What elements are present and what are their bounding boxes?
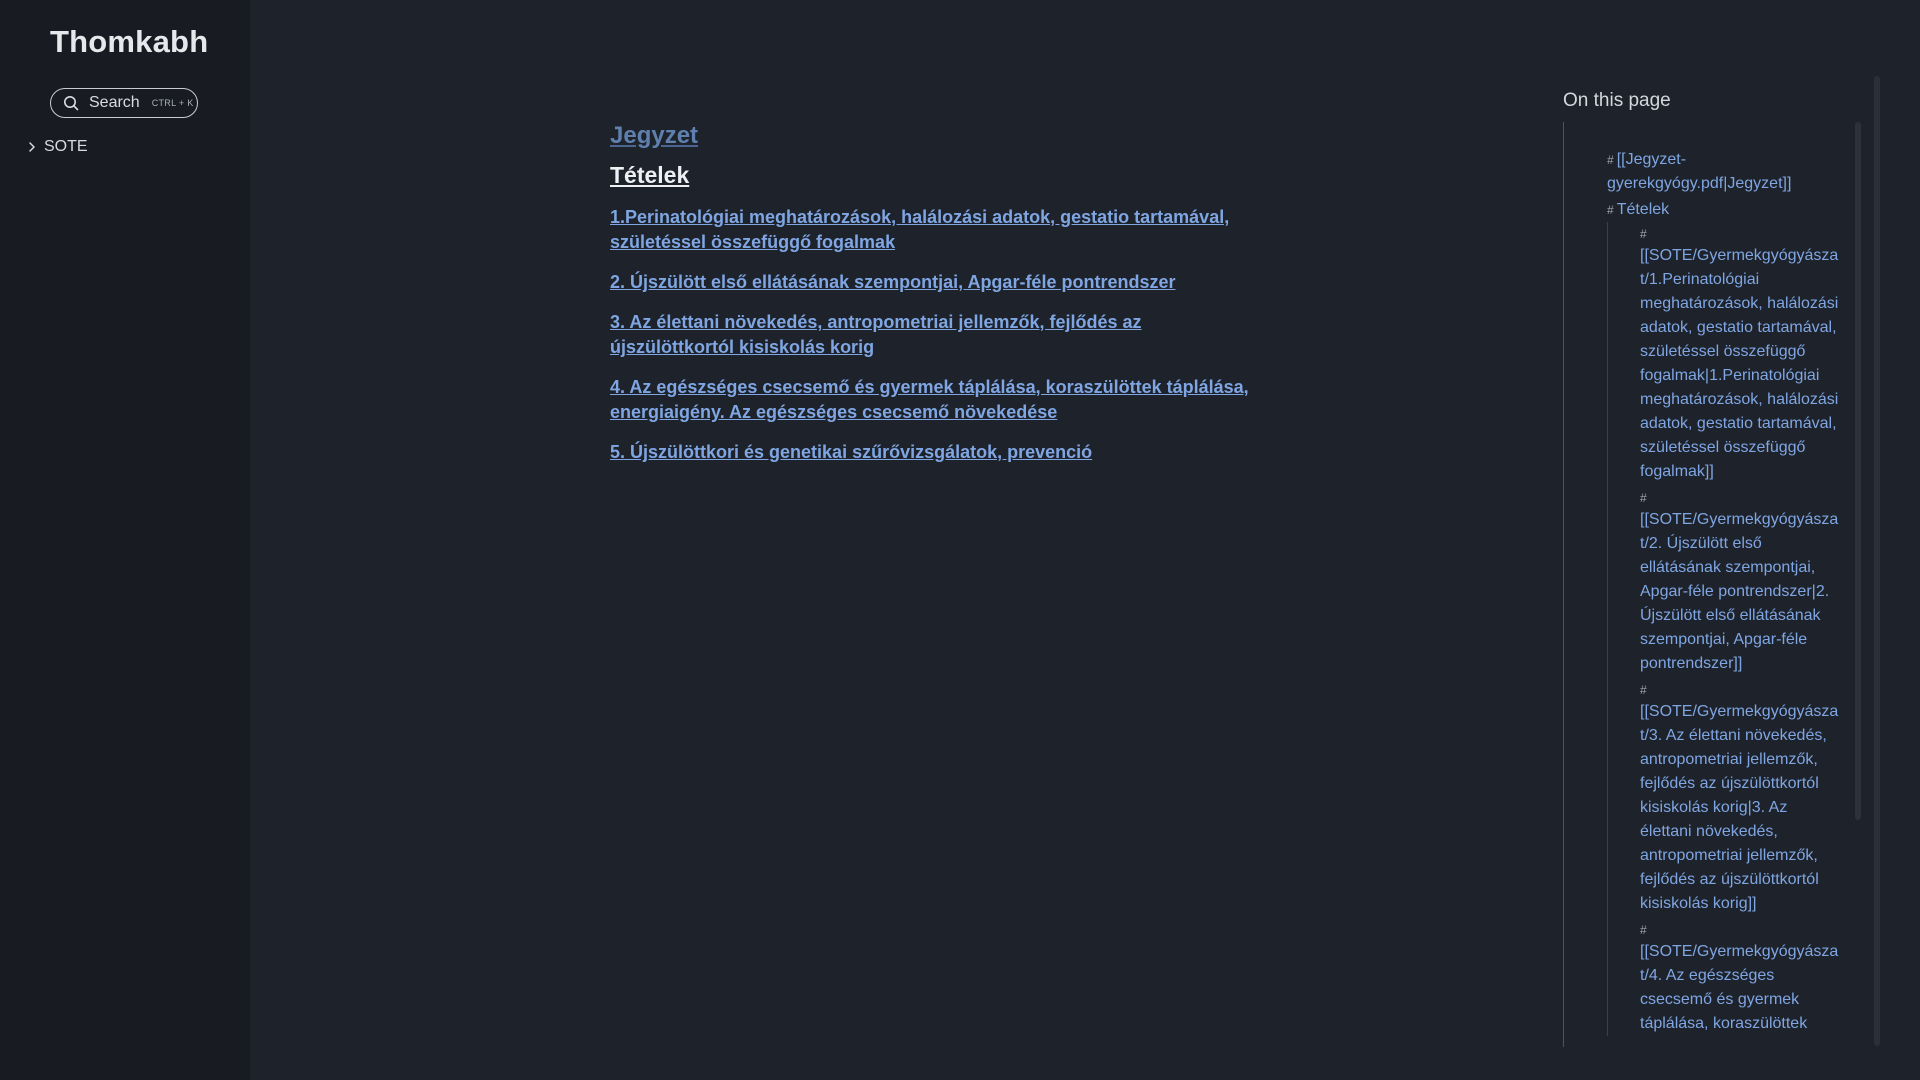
- list-item: [610, 310, 1270, 360]
- search-shortcut: CTRL + K: [151, 98, 194, 108]
- toc-sub-item[interactable]: [1608, 224, 1840, 484]
- sidebar-folder-sote[interactable]: [26, 138, 88, 156]
- site-title[interactable]: Thomkabh: [50, 24, 209, 59]
- note-link[interactable]: 2. Újszülött első ellátásának szempontjai, Apgar-féle pontrendszer: [610, 272, 1176, 292]
- toc-subsection: [1607, 222, 1873, 1036]
- search-label: Search: [89, 94, 140, 111]
- note-list: [610, 205, 1270, 465]
- toc-sub-item-label: [[SOTE/Gyermekgyógyászat/4. Az egészséges csecsemő és gyermek táplálása, koraszülöttek: [1640, 943, 1839, 1032]
- toc-item[interactable]: [1607, 148, 1837, 196]
- toc-item[interactable]: [1607, 198, 1832, 222]
- list-item: [610, 440, 1270, 465]
- toc-sub-item-label: [[SOTE/Gyermekgyógyászat/1.Perinatológiai meghatározások, halálozási adatok, gestatio tartamával, születéssel összefüggő fogalmak|1.Perinatológiai meghatározások, halálozási adatok, gestatio tartamával, születéssel összefüggő fogalmak]]: [1640, 247, 1839, 480]
- page-scrollbar[interactable]: [1874, 76, 1880, 1046]
- toc-item-label: [[Jegyzet-gyerekgyógy.pdf|Jegyzet]]: [1607, 151, 1792, 192]
- note-link[interactable]: 5. Újszülöttkori és genetikai szűrővizsgálatok, prevenció: [610, 442, 1093, 462]
- hash-marker: #: [1640, 227, 1647, 241]
- hash-marker: #: [1607, 203, 1614, 217]
- toc-item-label: Tételek: [1616, 201, 1670, 218]
- sidebar: [0, 0, 250, 1080]
- note-link[interactable]: 1.Perinatológiai meghatározások, halálozási adatok, gestatio tartamával, születéssel összefüggő fogalmak: [610, 207, 1230, 252]
- toc-sub-item-label: [[SOTE/Gyermekgyógyászat/2. Újszülött első ellátásának szempontjai, Apgar-féle pontrendszer|2. Újszülött első ellátásának szempontjai, Apgar-féle pontrendszer]]: [1640, 511, 1839, 672]
- page-title[interactable]: Jegyzet: [610, 122, 699, 149]
- section-heading[interactable]: Tételek: [610, 162, 690, 188]
- search-button[interactable]: [50, 88, 198, 118]
- toc-sub-item[interactable]: [1608, 488, 1840, 676]
- chevron-right-icon: [26, 141, 38, 153]
- list-item: [610, 205, 1270, 255]
- toc-header: On this page: [1563, 90, 1671, 111]
- hash-marker: #: [1640, 923, 1647, 937]
- toc-sub-item[interactable]: [1608, 680, 1840, 916]
- toc-scrollbar[interactable]: [1855, 122, 1861, 820]
- list-item: [610, 375, 1270, 425]
- table-of-contents: [1563, 90, 1873, 1047]
- list-item: [610, 270, 1270, 295]
- search-icon: [63, 95, 79, 111]
- note-link[interactable]: 3. Az élettani növekedés, antropometriai jellemzők, fejlődés az újszülöttkortól kisiskolás korig: [610, 312, 1142, 357]
- toc-sub-item-label: [[SOTE/Gyermekgyógyászat/3. Az élettani növekedés, antropometriai jellemzők, fejlődés az újszülöttkortól kisiskolás korig|3. Az élettani növekedés, antropometriai jellemzők, fejlődés az újszülöttkortól kisiskolás korig]]: [1640, 703, 1839, 912]
- toc-body: [1563, 122, 1873, 1047]
- main-content: [610, 118, 1270, 480]
- note-link[interactable]: 4. Az egészséges csecsemő és gyermek táplálása, koraszülöttek táplálása, energiaigény. Az egészséges csecsemő növekedése: [610, 377, 1249, 422]
- hash-marker: #: [1640, 683, 1647, 697]
- toc-sub-item[interactable]: [1608, 920, 1840, 1036]
- sidebar-folder-label: SOTE: [44, 138, 88, 155]
- hash-marker: #: [1640, 491, 1647, 505]
- hash-marker: #: [1607, 153, 1614, 167]
